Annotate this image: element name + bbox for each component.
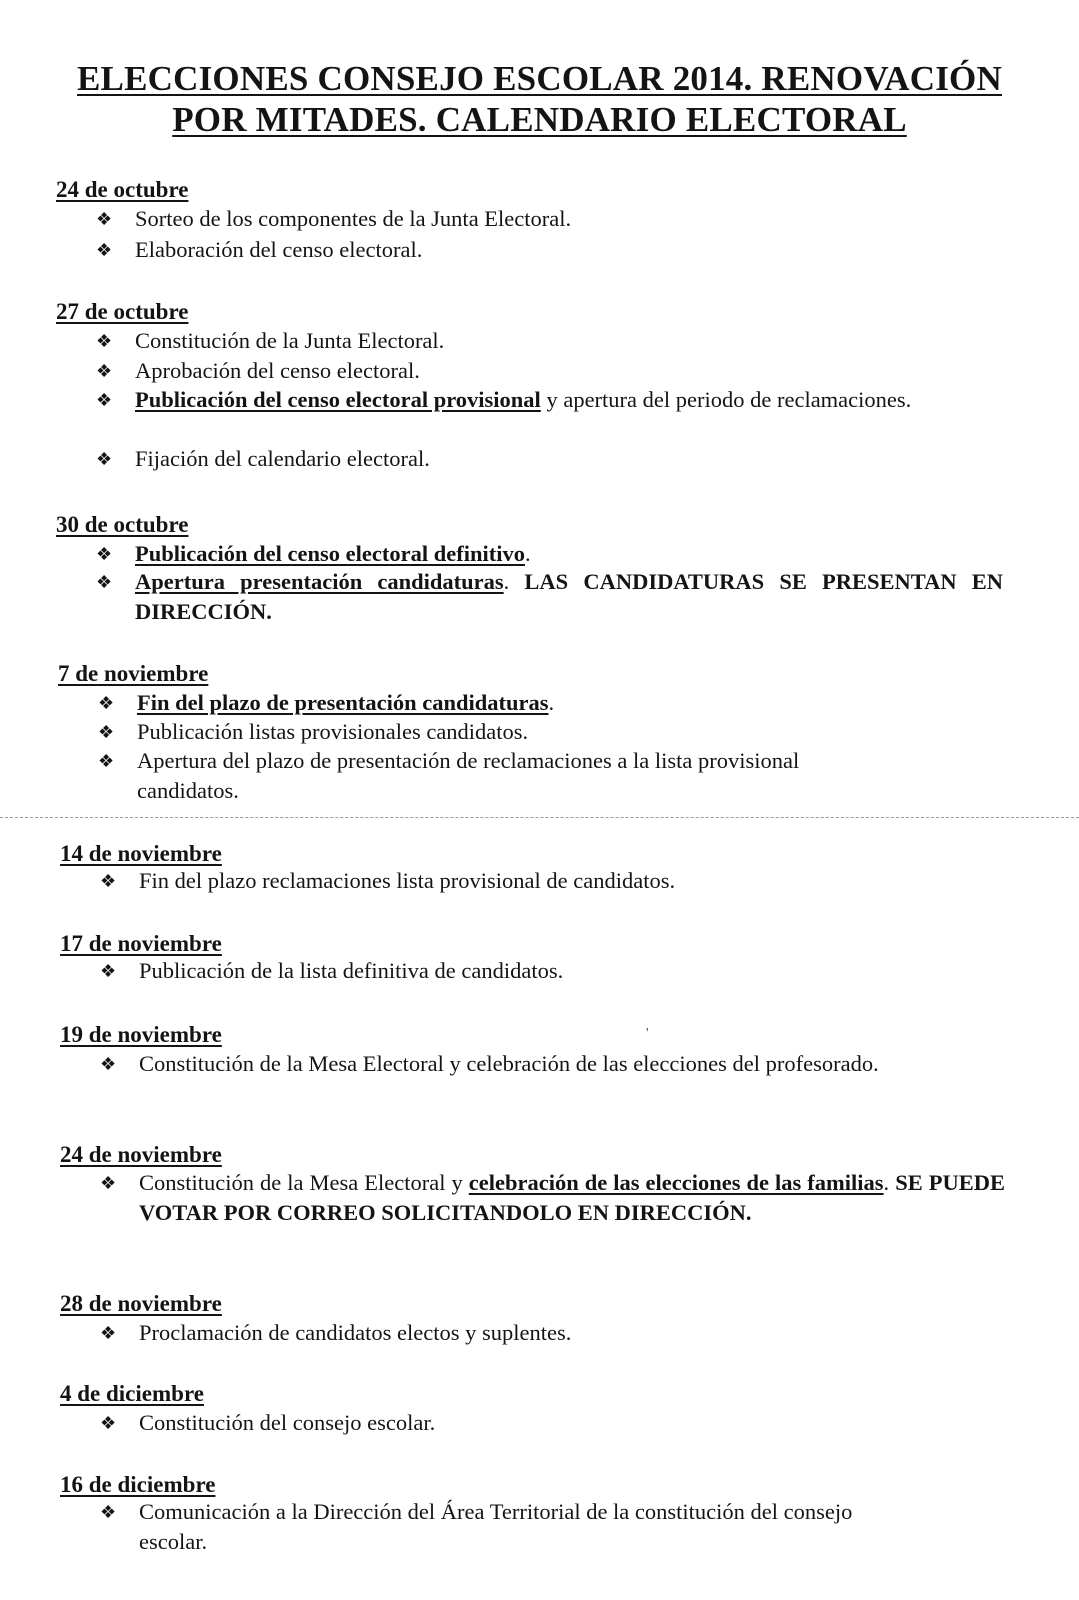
diamond-bullet-icon: ❖ <box>96 361 113 381</box>
list-item <box>98 746 810 806</box>
section-date: 30 de octubre <box>56 512 189 537</box>
list-item <box>96 444 796 474</box>
item-text: Elaboración del censo electoral. <box>135 237 423 262</box>
item-text <box>135 385 1003 415</box>
list-item <box>96 204 796 234</box>
list-item <box>96 326 796 356</box>
diamond-bullet-icon: ❖ <box>100 1502 117 1522</box>
diamond-bullet-icon: ❖ <box>96 449 113 469</box>
item-text: Fin del plazo reclamaciones lista provisional de candidatos. <box>139 868 676 893</box>
item-text: Sorteo de los componentes de la Junta Electoral. <box>135 206 572 231</box>
diamond-bullet-icon: ❖ <box>96 390 113 410</box>
list-item <box>96 356 796 386</box>
item-text: Publicación listas provisionales candidatos. <box>137 719 529 744</box>
list-item <box>100 1497 920 1557</box>
item-underlined-text: Publicación del censo electoral provisional <box>135 387 541 412</box>
section-date: 7 de noviembre <box>58 661 209 686</box>
list-item <box>100 1318 900 1348</box>
title-line-2: POR MITADES. CALENDARIO ELECTORAL <box>172 100 907 139</box>
diamond-bullet-icon: ❖ <box>96 572 113 592</box>
item-rest-text: . <box>548 690 555 715</box>
diamond-bullet-icon: ❖ <box>100 1054 117 1074</box>
item-text: Constitución de la Mesa Electoral y celebración de las elecciones del profesorado. <box>139 1051 879 1076</box>
item-rest-text: y apertura del periodo de reclamaciones. <box>540 387 912 412</box>
item-text <box>137 688 818 718</box>
item-underlined-text: Fin del plazo de presentación candidaturas <box>137 690 549 715</box>
diamond-bullet-icon: ❖ <box>96 544 113 564</box>
list-item <box>100 1168 1005 1228</box>
list-item <box>100 1049 1005 1079</box>
section-date: 16 de diciembre <box>60 1472 216 1497</box>
list-item <box>96 539 1003 569</box>
item-text: Constitución de la Junta Electoral. <box>135 328 445 353</box>
item-rest-text: . <box>524 541 531 566</box>
section-date: 19 de noviembre <box>60 1022 222 1047</box>
diamond-bullet-icon: ❖ <box>96 331 113 351</box>
scan-speck: ' <box>646 1026 649 1041</box>
item-rest-text: . <box>503 569 525 594</box>
item-text: Comunicación a la Dirección del Área Territorial de la constitución del consejo escolar. <box>139 1499 853 1554</box>
list-item <box>98 688 818 718</box>
diamond-bullet-icon: ❖ <box>98 722 115 742</box>
list-item <box>96 235 796 265</box>
item-text <box>139 1168 1005 1228</box>
title-line-1: ELECCIONES CONSEJO ESCOLAR 2014. RENOVACIÓN <box>77 59 1002 98</box>
item-bold-text: LAS CANDIDATURAS SE PRESENTAN EN DIRECCIÓN. <box>135 569 1004 624</box>
item-text: Publicación de la lista definitiva de candidatos. <box>139 958 564 983</box>
section-date: 4 de diciembre <box>60 1381 204 1406</box>
diamond-bullet-icon: ❖ <box>96 240 113 260</box>
list-item <box>100 956 900 986</box>
item-underlined-text: Apertura presentación candidaturas <box>135 569 504 594</box>
section-date: 28 de noviembre <box>60 1291 222 1316</box>
diamond-bullet-icon: ❖ <box>96 209 113 229</box>
diamond-bullet-icon: ❖ <box>100 1173 117 1193</box>
list-item <box>100 866 900 896</box>
scan-fold-line <box>0 817 1079 818</box>
section-date: 24 de octubre <box>56 177 189 202</box>
item-text: Proclamación de candidatos electos y suplentes. <box>139 1320 572 1345</box>
item-text <box>135 567 1003 627</box>
list-item <box>98 717 818 747</box>
section-date: 14 de noviembre <box>60 841 222 866</box>
section-date: 24 de noviembre <box>60 1142 222 1167</box>
diamond-bullet-icon: ❖ <box>98 751 115 771</box>
diamond-bullet-icon: ❖ <box>100 961 117 981</box>
item-text: Aprobación del censo electoral. <box>135 358 420 383</box>
diamond-bullet-icon: ❖ <box>100 1413 117 1433</box>
item-text <box>135 539 1003 569</box>
item-text: Fijación del calendario electoral. <box>135 446 430 471</box>
section-date: 17 de noviembre <box>60 931 222 956</box>
item-text: Constitución del consejo escolar. <box>139 1410 436 1435</box>
diamond-bullet-icon: ❖ <box>100 1323 117 1343</box>
diamond-bullet-icon: ❖ <box>100 871 117 891</box>
diamond-bullet-icon: ❖ <box>98 693 115 713</box>
list-item <box>100 1408 900 1438</box>
item-rest-text: . <box>883 1170 896 1195</box>
item-pre-text: Constitución de la Mesa Electoral y <box>139 1170 469 1195</box>
item-underlined-text: celebración de las elecciones de las familias <box>468 1170 884 1195</box>
item-bold-text: SE PUEDE VOTAR POR CORREO SOLICITANDOLO EN DIRECCIÓN. <box>139 1170 1005 1225</box>
list-item <box>96 385 1003 415</box>
page-title <box>30 58 1049 140</box>
section-date: 27 de octubre <box>56 299 189 324</box>
item-text: Apertura del plazo de presentación de reclamaciones a la lista provisional candidatos. <box>137 748 800 803</box>
item-underlined-text: Publicación del censo electoral definitivo <box>135 541 525 566</box>
list-item <box>96 567 1003 627</box>
